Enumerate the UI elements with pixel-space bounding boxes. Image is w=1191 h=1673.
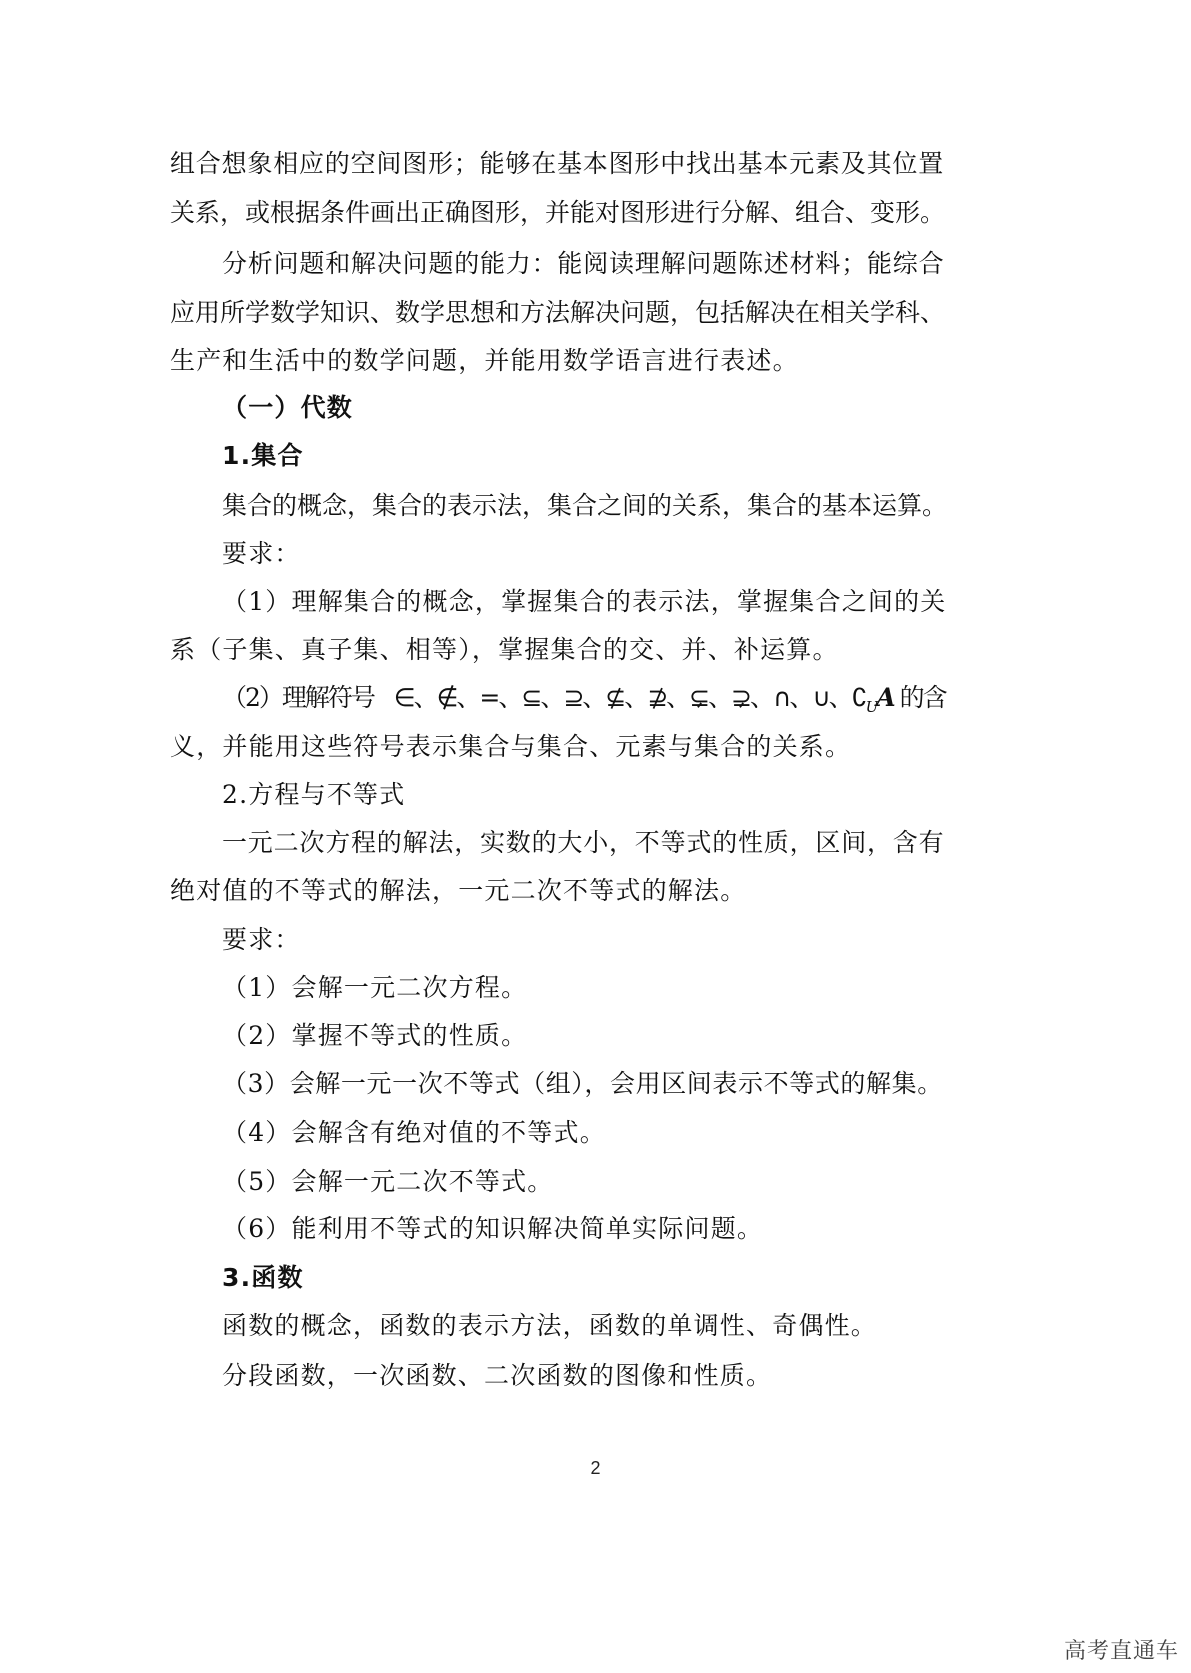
text-run: 生产和生活中的数学问题，并能用数学语言进行表述。 (170, 346, 799, 375)
text-run: 一元二次方程的解法，实数的大小，不等式的性质，区间，含有 (222, 828, 945, 857)
subsection-heading-equations (222, 779, 405, 811)
text-run: （5）会解一元二次不等式。 (222, 1167, 554, 1196)
text-run: 义，并能用这些符号表示集合与集合、元素与集合的关系。 (170, 732, 852, 761)
list-item (222, 1117, 606, 1149)
heading-text: 3.函数 (222, 1263, 304, 1292)
paragraph-line (170, 148, 948, 180)
text-run: （3）会解一元一次不等式（组），会用区间表示不等式的解集。 (222, 1069, 943, 1098)
paragraph-line (222, 586, 948, 618)
heading-text: 1.集合 (222, 441, 304, 470)
text-run: 分析问题和解决问题的能力：能阅读理解问题陈述材料；能综合 (222, 249, 945, 278)
list-item (222, 972, 527, 1004)
paragraph-line (222, 1310, 877, 1342)
text-run: 应用所学数学知识、数学思想和方法解决问题，包括解决在相关学科、 (170, 298, 946, 327)
text-run: 的含 (899, 683, 946, 712)
paragraph-line (170, 875, 746, 907)
paragraph-line (222, 924, 301, 956)
heading-text: （一）代数 (222, 393, 354, 422)
paragraph-line (170, 345, 799, 377)
text-run: 集合的概念，集合的表示法，集合之间的关系，集合的基本运算。 (222, 491, 948, 520)
complement-subscript: U (865, 698, 877, 716)
paragraph-line (170, 634, 839, 666)
paragraph-line (222, 827, 948, 859)
paragraph-line (170, 297, 948, 329)
text-run: 要求： (222, 539, 301, 568)
text-run: 分段函数，一次函数、二次函数的图像和性质。 (222, 1361, 773, 1390)
text-run: 系（子集、真子集、相等），掌握集合的交、并、补运算。 (170, 635, 839, 664)
watermark: 高考直通车 (1063, 1639, 1179, 1664)
section-heading-algebra (222, 392, 353, 424)
paragraph-line (170, 197, 948, 229)
list-item (222, 1166, 554, 1198)
heading-text: 2.方程与不等式 (222, 780, 406, 809)
text-run: 函数的概念，函数的表示方法，函数的单调性、奇偶性。 (222, 1311, 878, 1340)
paragraph-line (222, 490, 948, 522)
text-run: （2）掌握不等式的性质。 (222, 1021, 528, 1050)
text-run: （4）会解含有绝对值的不等式。 (222, 1118, 606, 1147)
paragraph-line (170, 731, 851, 763)
paragraph-line (222, 538, 301, 570)
page-number: 2 (590, 1458, 601, 1478)
text-run: 组合想象相应的空间图形；能够在基本图形中找出基本元素及其位置 (170, 149, 945, 178)
list-item (222, 1068, 943, 1100)
text-run: 关系，或根据条件画出正确图形，并能对图形进行分解、组合、变形。 (170, 198, 946, 227)
text-run: （6）能利用不等式的知识解决简单实际问题。 (222, 1214, 764, 1243)
list-item (222, 1020, 527, 1052)
paragraph-line (222, 248, 948, 280)
subsection-heading-sets (222, 440, 304, 472)
set-symbols: ∈、∉、=、⊆、⊇、⊈、⊉、⊊、⊋、∩、∪、∁ (393, 683, 866, 712)
text-run: （2）理解符号 (222, 683, 374, 712)
complement-variable: A (876, 683, 894, 712)
text-run: （1）理解集合的概念，掌握集合的表示法，掌握集合之间的关 (222, 587, 947, 616)
list-item (222, 1213, 763, 1245)
paragraph-line (222, 1360, 772, 1392)
paragraph-line-symbols (222, 682, 946, 723)
text-run: 要求： (222, 925, 301, 954)
text-run: 绝对值的不等式的解法，一元二次不等式的解法。 (170, 876, 747, 905)
subsection-heading-functions (222, 1262, 304, 1294)
text-run: （1）会解一元二次方程。 (222, 973, 528, 1002)
